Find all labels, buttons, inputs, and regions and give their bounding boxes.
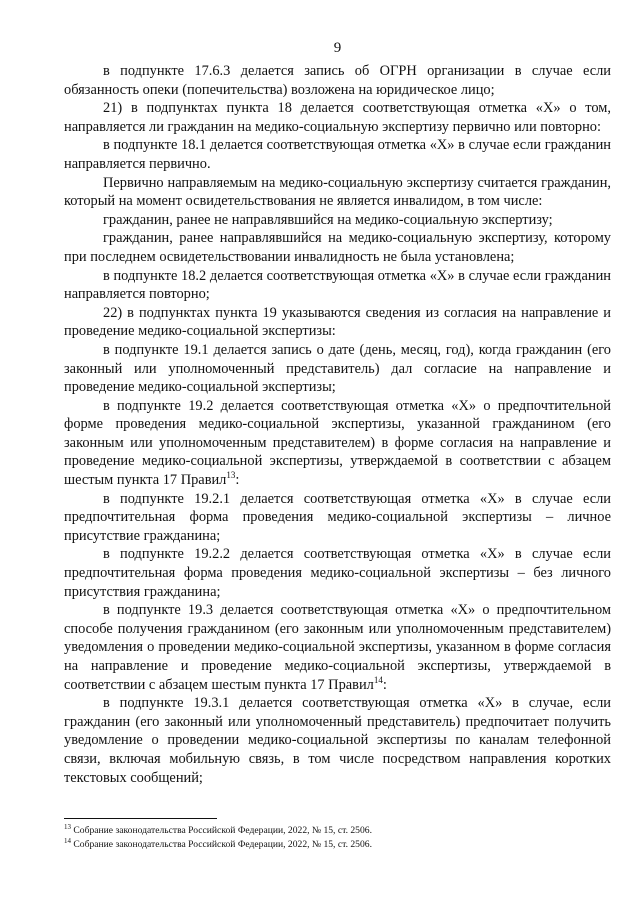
paragraph: гражданин, ранее не направлявшийся на медико-социальную экспертизу; [103, 211, 553, 228]
footnote-13: $^{13}$ Собрание законодательства Российской Федерации, 2022, № 15, ст. 2506. [64, 822, 372, 836]
paragraph: в подпункте 19.2 делается соответствующая отметка «Х» о предпочтительной форме проведения медико-социальной экспертизы, указанной гражданином (его законным или уполномоченным представителем) в форме согласия на направление и проведение медико-социальной экспертизы, утверждаемой в соответствии с абзацем шестым пункта 17 Правил$^{13}$: [64, 397, 611, 489]
footnotes [64, 824, 611, 852]
footnote-14: $^{14}$ Собрание законодательства Российской Федерации, 2022, № 15, ст. 2506. [64, 836, 372, 850]
paragraph: 21) в подпунктах пункта 18 делается соответствующая отметка «Х» о том, направляется ли гражданин на медико-социальную экспертизу первично или повторно: [64, 100, 611, 135]
footnote-divider [64, 818, 217, 819]
page-number: 9 [333, 40, 342, 56]
paragraph: в подпункте 18.1 делается соответствующая отметка «Х» в случае если гражданин направляется первично. [64, 137, 611, 172]
paragraph: в подпункте 19.3.1 делается соответствующая отметка «Х» в случае, если гражданин (его законный или уполномоченный представитель) предпочитает получить уведомление о проведении медико-социальной экспертизы по каналам телефонной связи, включая мобильную связь, в том числе посредством направления коротких текстовых сообщений; [64, 695, 611, 786]
paragraph: в подпункте 19.2.2 делается соответствующая отметка «Х» в случае если предпочтительная форма проведения медико-социальной экспертизы – без личного присутствия гражданина; [64, 546, 611, 600]
paragraph: в подпункте 19.2.1 делается соответствующая отметка «Х» в случае если предпочтительная форма проведения медико-социальной экспертизы – личное присутствие гражданина; [64, 490, 611, 544]
footnote-ref-13[interactable]: 13 [226, 470, 236, 481]
paragraph: гражданин, ранее направлявшийся на медико-социальную экспертизу, которому при последнем освидетельствовании инвалидность не была установлена; [64, 230, 611, 265]
paragraph: в подпункте 17.6.3 делается запись об ОГРН организации в случае если обязанность опеки (попечительства) возложена на юридическое лицо; [64, 63, 611, 98]
footnote-ref-14[interactable]: 14 [373, 674, 383, 685]
paragraph: в подпункте 18.2 делается соответствующая отметка «Х» в случае если гражданин направляется повторно; [64, 267, 611, 303]
paragraph: в подпункте 19.3 делается соответствующая отметка «Х» о предпочтительном способе получения гражданином (его законным или уполномоченным представителем) уведомления о проведении медико-социальной экспертизы, указанном в форме согласия на направление и проведение медико-социальной экспертизы, утверждаемой в соответствии с абзацем шестым пункта 17 Правил$^{14}$: [64, 602, 611, 693]
paragraph: Первично направляемым на медико-социальную экспертизу считается гражданин, который на момент освидетельствования не является инвалидом, в том числе: [64, 174, 611, 210]
document-body [64, 62, 611, 787]
paragraph: в подпункте 19.1 делается запись о дате (день, месяц, год), когда гражданин (его законный или уполномоченный представитель) дал согласие на направление и проведение медико-социальной экспертизы; [64, 341, 611, 396]
paragraph: 22) в подпунктах пункта 19 указываются сведения из согласия на направление и проведение медико-социальной экспертизы: [64, 304, 611, 340]
document-page [64, 0, 611, 905]
